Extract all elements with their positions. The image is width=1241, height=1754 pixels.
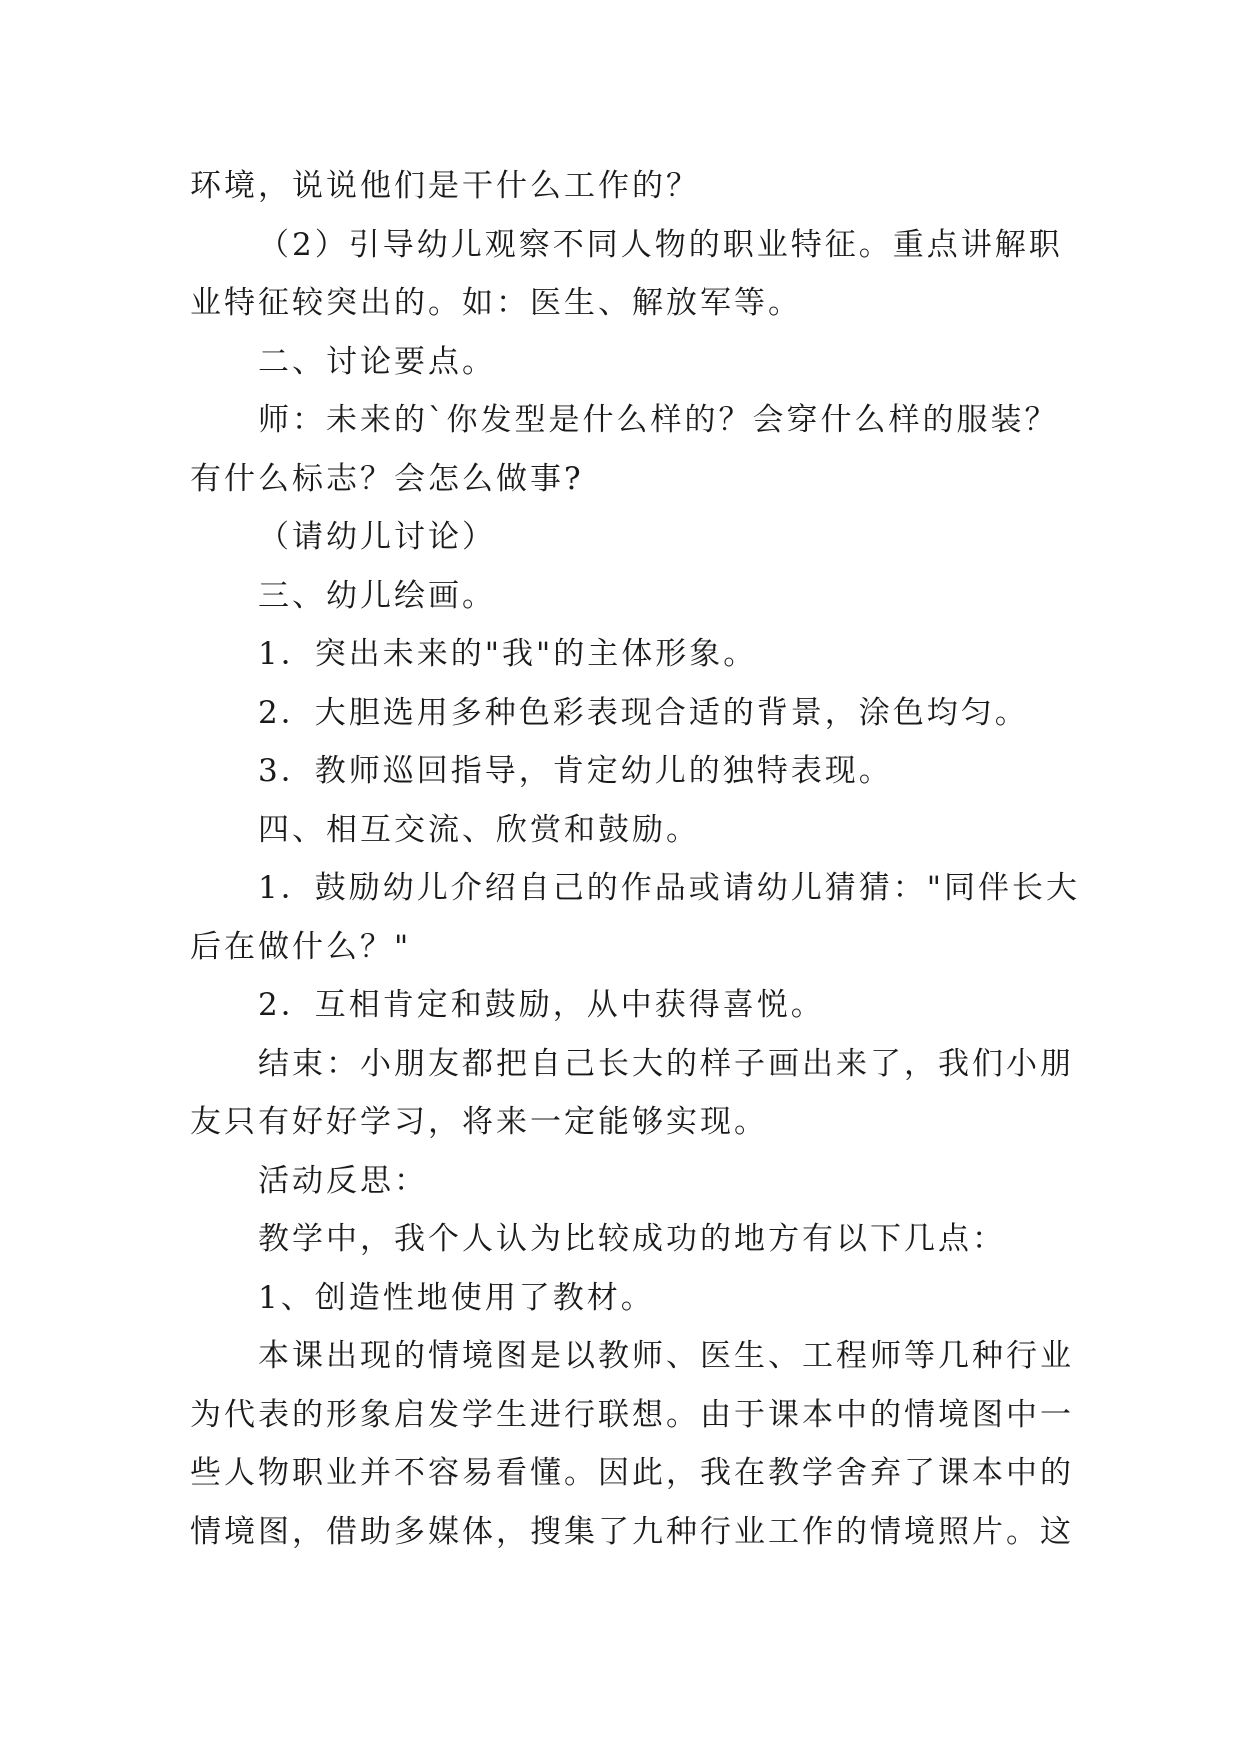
list-item: 1、创造性地使用了教材。 [258, 1279, 655, 1316]
list-item: 1．鼓励幼儿介绍自己的作品或请幼儿猜猜："同伴长大 [258, 870, 1080, 906]
section-heading: 四、相互交流、欣赏和鼓励。 [258, 811, 700, 848]
list-item: 1．突出未来的"我"的主体形象。 [258, 636, 758, 672]
list-item: 2．大胆选用多种色彩表现合适的背景，涂色均匀。 [258, 694, 1029, 731]
text-line: 有什么标志？会怎么做事? [190, 460, 584, 497]
text-line: 本课出现的情境图是以教师、医生、工程师等几种行业 [258, 1338, 1074, 1374]
text-line: 师：未来的`你发型是什么样的？会穿什么样的服装？ [258, 402, 1059, 438]
text-line: （请幼儿讨论） [258, 519, 496, 555]
text-line: 情境图，借助多媒体，搜集了九种行业工作的情境照片。这 [190, 1513, 1074, 1550]
list-item: 2．互相肯定和鼓励，从中获得喜悦。 [258, 987, 825, 1023]
section-heading: 活动反思： [258, 1162, 428, 1199]
text-line: 后在做什么？" [190, 928, 412, 965]
text-line: 业特征较突出的。如：医生、解放军等。 [190, 285, 802, 321]
text-line: 结束：小朋友都把自己长大的样子画出来了，我们小朋 [258, 1045, 1074, 1082]
text-line: 环境，说说他们是干什么工作的？ [190, 168, 700, 204]
section-heading: 三、幼儿绘画。 [258, 577, 496, 614]
list-item: 3．教师巡回指导，肯定幼儿的独特表现。 [258, 753, 893, 789]
text-line: 些人物职业并不容易看懂。因此，我在教学舍弃了课本中的 [190, 1455, 1074, 1491]
document-body [190, 157, 1080, 1561]
section-heading: 二、讨论要点。 [258, 343, 496, 380]
text-line: 友只有好好学习，将来一定能够实现。 [190, 1104, 768, 1140]
text-line: （2）引导幼儿观察不同人物的职业特征。重点讲解职 [258, 226, 1063, 263]
text-line: 为代表的形象启发学生进行联想。由于课本中的情境图中一 [190, 1396, 1074, 1433]
text-line: 教学中，我个人认为比较成功的地方有以下几点： [258, 1221, 1006, 1257]
